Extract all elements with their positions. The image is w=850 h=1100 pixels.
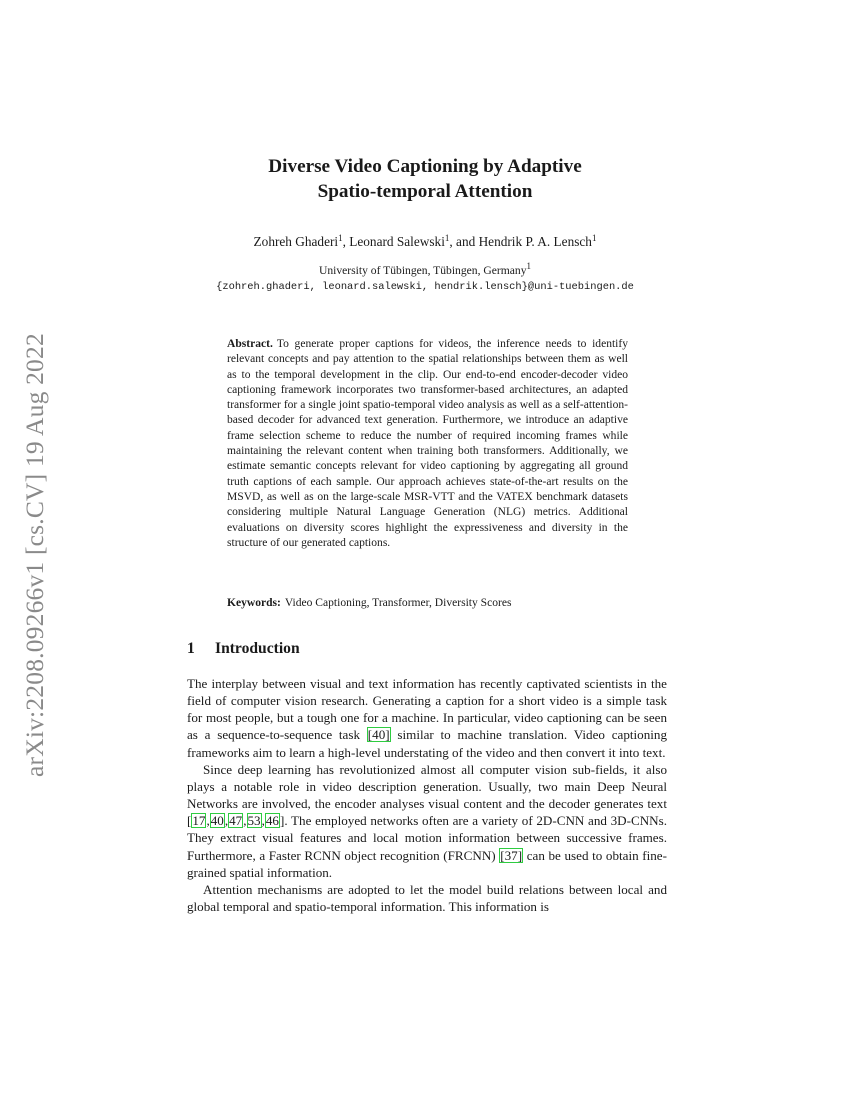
- paragraph-3: [187, 881, 667, 915]
- paper-title-line-1: Diverse Video Captioning by Adaptive: [268, 156, 582, 177]
- citation-link-46[interactable]: 46: [265, 813, 279, 829]
- author-affiliation-mark: 1: [444, 233, 450, 243]
- citation-separator: ,: [206, 813, 210, 829]
- paragraph-text: similar to machine translation. Video captioning frameworks aim to learn a high-level understating of the video and then convert it into text.: [187, 727, 667, 760]
- author-name: Hendrik P. A. Lensch: [478, 234, 592, 249]
- section-heading-introduction: [187, 639, 300, 659]
- section-title: Introduction: [215, 640, 300, 657]
- citation-link-47[interactable]: 47: [229, 813, 243, 829]
- author-affiliation-mark: 1: [338, 233, 343, 243]
- paragraph-text: can be used to obtain fine-grained spatial information.: [187, 847, 667, 880]
- paragraph-text: Attention mechanisms are adopted to let the model build relations between local and global temporal and spatio-temporal information. This information is: [187, 881, 667, 915]
- citation-link-53[interactable]: 53: [247, 813, 261, 829]
- paper-title: [150, 154, 700, 204]
- arxiv-identifier-stamp: arXiv:2208.09266v1 [cs.CV] 19 Aug 2022: [20, 333, 49, 777]
- keywords-text: Video Captioning, Transformer, Diversity Scores: [284, 597, 512, 609]
- keywords-label: Keywords:: [227, 597, 281, 609]
- paragraph-2: [187, 761, 667, 881]
- abstract-text: To generate proper captions for videos, the inference needs to identify relevant concepts and pay attention to the spatial relationships between them as well as to the temporal development in the clip. Our end-to-end encoder-decoder video captioning framework incorporates two transformer-based architectures, an adapted transformer for a single joint spatio-temporal video analysis as well as a self-attention-based decoder for advanced text generation. Furthermore, we introduce an adaptive frame selection scheme to reduce the number of required incoming frames while maintaining the relevant content when training both transformers. Additionally, we estimate semantic concepts relevant for video captioning by aggregating all ground truth captions of each sample. Our approach achieves state-of-the-art results on the MSVD, as well as on the large-scale MSR-VTT and the VATEX benchmark datasets considering multiple Natural Language Generation (NLG) metrics. Additional evaluations on diversity scores highlight the expressiveness and diversity in the structure of our generated captions.: [227, 338, 628, 549]
- affiliation: [150, 263, 700, 278]
- author-name: Leonard Salewski: [349, 234, 445, 249]
- affiliation-text: University of Tübingen, Tübingen, Germany: [318, 264, 527, 277]
- author-name: Zohreh Ghaderi: [253, 234, 339, 249]
- citation-separator: ,: [261, 813, 265, 829]
- citation-link-17[interactable]: 17: [192, 813, 206, 829]
- author-list: [150, 233, 700, 250]
- paragraph-text: The interplay between visual and text information has recently captivated scientists in the field of computer vision research. Generating a caption for a short video is a simple task for most people, but a tough one for a machine. In particular, video captioning can be seen as a sequence-to-sequence task: [187, 676, 667, 743]
- author-affiliation-mark: 1: [591, 233, 597, 243]
- paragraph-text: ]. The employed networks often are a variety of 2D-CNN and 3D-CNNs. They extract visual features and local motion information between successive frames. Furthermore, a Faster RCNN object recognition (FRCNN): [187, 813, 667, 863]
- citation-separator: ,: [243, 813, 247, 829]
- paragraph-text: Since deep learning has revolutionized almost all computer vision sub-fields, it also plays a notable role in video description generation. Usually, two main Deep Neural Networks are involved, the encoder analyses visual content and the decoder generates text [: [187, 761, 667, 829]
- affiliation-mark: 1: [526, 261, 532, 271]
- citation-separator: ,: [224, 813, 229, 829]
- author-separator: , and: [449, 234, 479, 249]
- citation-link-40[interactable]: [40]: [367, 727, 390, 743]
- author-separator: ,: [342, 234, 350, 249]
- abstract-label: Abstract.: [227, 338, 273, 350]
- introduction-body: [187, 675, 667, 915]
- keywords: [227, 596, 647, 611]
- paragraph-1: [187, 675, 667, 761]
- abstract: [227, 337, 628, 551]
- citation-link-37[interactable]: [37]: [500, 847, 523, 863]
- paper-title-line-2: Spatio-temporal Attention: [317, 181, 533, 202]
- section-number: 1: [187, 640, 195, 657]
- citation-link-40[interactable]: 40: [210, 813, 224, 829]
- author-emails: {zohreh.ghaderi, leonard.salewski, hendrik.lensch}@uni-tuebingen.de: [216, 281, 634, 293]
